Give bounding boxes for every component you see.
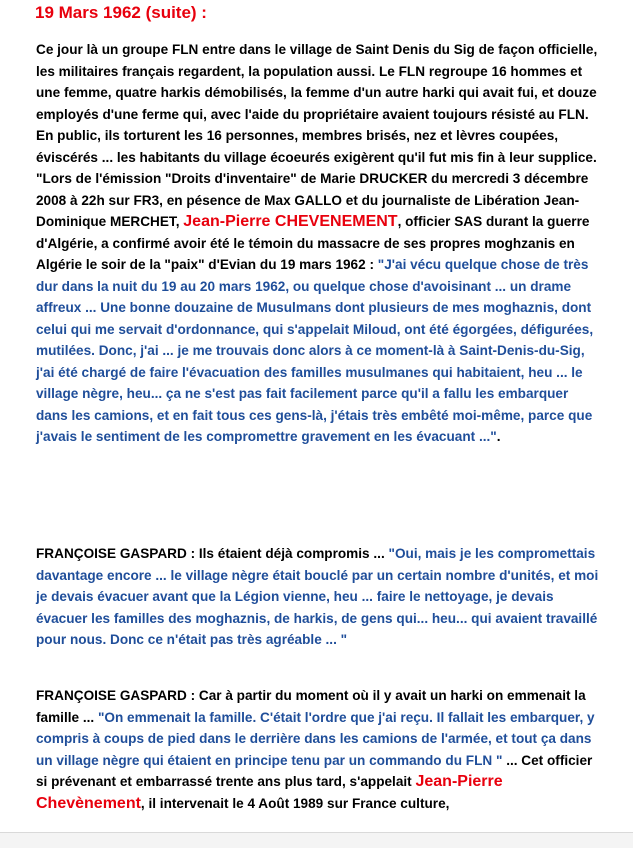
paragraph-2-speaker: FRANÇOISE GASPARD : Ils étaient déjà compromis ... <box>36 546 389 561</box>
paragraph-3-speaker: FRANÇOISE GASPARD : Car à partir du moment où il y avait un harki on emmenait la famille ... <box>36 688 586 725</box>
highlighted-name-2: Jean-Pierre Chevènement <box>36 773 503 812</box>
paragraph-3-text: ... Cet officier si prévenant et embarrassé trente ans plus tard, s'appelait <box>36 752 593 789</box>
quote-1: "J'ai vécu quelque chose de très dur dans la nuit du 19 au 20 mars 1962, ou quelque chose d'avoisinant ... un drame affreux ... Une bonne douzaine de Musulmans dont plusieurs de mes moghaznis, dont celui qui me servait d'ordonnance, qui s'appelait Miloud, ont été égorgées, défigurées, mutilées. Donc, j'ai ... je me trouvais donc alors à ce moment-là à Saint-Denis-du-Sig, j'ai été chargé de faire l'évacuation des familles musulmanes qui habitaient, heu ... le village nègre, heu... ça ne s'est pas fait facilement parce qu'il a fallu les embarquer dans les camions, et en fait tous ces gens-là, j'étais très embêté moi-même, parce que j'avais le sentiment de les compromettre gravement en les évacuant ..." <box>36 257 594 444</box>
highlighted-name: Jean-Pierre CHEVENEMENT <box>183 213 398 230</box>
paragraph-3-end: , il intervenait le 4 Août 1989 sur France culture, <box>140 795 450 811</box>
paragraph-1 <box>36 39 602 448</box>
quote-3: "On emmenait la famille. C'était l'ordre que j'ai reçu. Il fallait les embarquer, y compris à coups de pied dans le derrière dans les camions de l'armée, et tout ça dans un village nègre qui étaient en principe tenu par un commando du FLN " <box>36 709 595 768</box>
paragraph-1-intro: Ce jour là un groupe FLN entre dans le village de Saint Denis du Sig de façon officielle, les militaires français regardent, la population aussi. Le FLN regroupe 16 hommes et une femme, quatre harkis démobilisés, la femme d'un autre harki qui avait fui, et douze employés d'une ferme qui, avec l'aide du propriétaire avaient toujours résisté au FLN. En public, ils torturent les 16 personnes, membres brisés, nez et lèvres coupées, éviscérés ... les habitants du village écoeurés exigèrent qu'il fut mis fin à leur supplice. "Lors de l'émission "Droits d'inventaire" de Marie DRUCKER du mercredi 3 décembre 2008 à 22h sur FR3, en pésence de Max GALLO et du journaliste de Libération Jean-Dominique MERCHET, <box>36 42 598 229</box>
paragraph-2 <box>36 543 602 651</box>
paragraph-1-context: , officier SAS durant la guerre d'Algérie, a confirmé avoir été le témoin du massacre de ses propres moghzanis en Algérie le soir de la "paix" d'Evian du 19 mars 1962 : <box>36 214 590 272</box>
paragraph-1-end: . <box>496 429 501 444</box>
quote-2: "Oui, mais je les compromettais davantage encore ... le village nègre était bouclé par un certain nombre d'unités, et moi je devais évacuer avant que la Légion vienne, heu ... faire le nettoyage, je devais évacuer les familles des moghaznis, de harkis, de gens qui... heu... qui avaient travaillé pour nous. Donc ce n'était pas très agréable ... " <box>36 546 599 647</box>
page-title: 19 Mars 1962 (suite) : <box>35 3 207 22</box>
page-bottom-edge <box>0 832 633 848</box>
paragraph-3 <box>36 685 602 814</box>
